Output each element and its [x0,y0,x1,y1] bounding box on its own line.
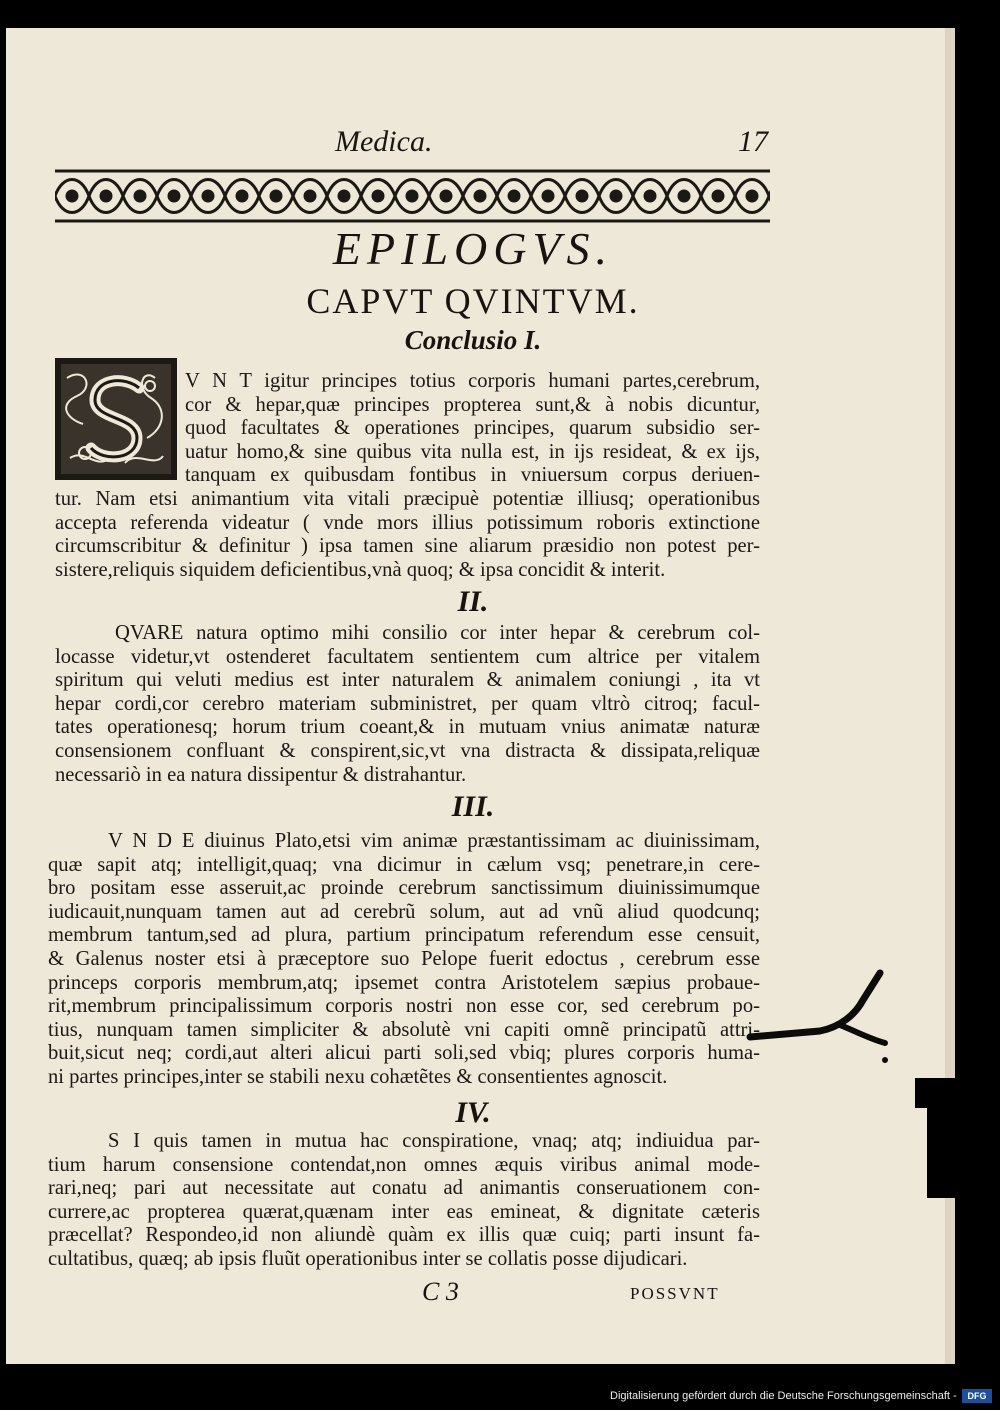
text-line: currere,ac propterea quærat,quænam inter eas emineat, & dignitate cæteris [48,1200,760,1223]
text-line: iudicauit,nunquam tamen aut ad cerebrũ solum, aut ad vnũ aliud quodcunq; [48,900,760,923]
paragraph-2 [55,622,760,787]
text-line: consensionem confluant & conspirent,sic,vt vna distracta & dissipata,reliquæ [55,739,760,762]
section-number: III. [451,790,495,823]
text-line: quæ sapit atq; intelligit,quaq; vna dicimur in cælum vsq; penetrare,in cere- [48,853,760,876]
section-number: II. [457,585,489,618]
text-line: rari,neq; pari aut necessitate aut conatu ad animantis conseruationem con- [48,1177,760,1200]
text-line: V N T igitur principes totius corporis humani partes,cerebrum, [185,370,760,392]
ornament-band-icon [55,168,770,224]
page-header [0,125,946,165]
text-line: accepta referenda videatur ( vnde mors illius potissimum roboris extinctione [55,511,760,534]
text-line: hepar cordi,cor cerebro materiam subministret, per quam vltrò citroq; facul- [55,692,760,715]
paragraph-4 [48,1130,760,1272]
text-line: bro positam esse asseruit,ac proinde cerebrum sanctissimum diuinissimumque [48,877,760,900]
chapter-subtitle: CAPVT QVINTVM. [306,281,640,321]
paragraph-1 [55,370,760,582]
text-line: V N D E diuinus Plato,etsi vim animæ præstantissimam ac diuinissimam, [108,830,760,852]
dfg-logo: DFG [962,1389,992,1403]
paragraph-3 [48,830,760,1090]
text-line: circumscribitur & definitur ) ipsa tamen sine aliarum præsidio non potest per- [55,535,760,558]
text-line: tur. Nam etsi animantium vita vitali præcipuè potentiæ illiusq; operationibus [55,487,760,510]
footer-credit: Digitalisierung gefördert durch die Deutsche Forschungsgemeinschaft - [610,1390,957,1402]
text-line: buit,sicut neq; cordi,aut alteri alicui parti soli,sed vbiq; plures corporis huma- [48,1042,760,1065]
text-line: sistere,reliquis siquidem deficientibus,vnà quoq; & ipsa concidit & interit. [55,558,666,581]
chapter-title: EPILOGVS. [332,223,614,274]
text-line: & Galenus noster etsi à præceptore suo Pelope fuerit edoctus , cerebrum esse [48,947,760,970]
text-line: QVARE natura optimo mihi consilio cor inter hepar & cerebrum col- [115,622,760,644]
text-line: tium harum consensione contendat,non omnes æquis viribus animal mode- [48,1153,760,1176]
black-paper-tab [915,1078,955,1198]
text-line: princeps corporis membrum,atq; ipsemet contra Aristotelem sæpius probaue- [48,971,760,994]
text-line: spiritum qui veluti medius est inter naturalem & animalem coniungi , ita vt [55,669,760,692]
text-line: cor & hepar,quæ principes propterea sunt,& à nobis dicuntur, [185,393,760,416]
text-line: S I quis tamen in mutua hac conspiratione, vnaq; atq; indiuidua par- [108,1130,760,1152]
text-line: tanquam ex quibusdam fontibus in vniuersum corpus deriuen- [185,464,760,487]
section-number: IV. [455,1096,491,1129]
text-line: rit,membrum principalissimum corporis nostri non esse cor, sed cerebrum po- [48,995,760,1018]
text-line: tius, nunquam tamen simpliciter & absolutè vni capiti omnẽ principatũ attri- [48,1018,760,1041]
text-line: ni partes principes,inter se stabili nexu cohætẽtes & consentientes agnoscit. [48,1065,668,1088]
text-line: quod facultates & operationes principes, quarum subsidio ser- [185,417,760,440]
text-line: præcellat? Respondeo,id non aliundè quàm ex illis quæ cuiq; parti insunt fa- [48,1224,760,1247]
ink-annotation-mark [745,965,895,1075]
text-line: cultatibus, quæq; ab ipsis fluũt operationibus inter se collatis posse dijudicari. [48,1247,688,1270]
text-line: tates operationesq; horum trium coeant,& in mutuam vnius animatæ naturæ [55,716,760,739]
running-head: Medica. [335,125,433,158]
signature-mark: C 3 [422,1277,459,1306]
text-line: membrum tantum,sed ad plura, partium principatum referendum esse censuit, [48,924,760,947]
catchword: POSSVNT [630,1284,720,1303]
text-line: locasse videtur,vt ostenderet facultatem sentientem cum altrice per vitalem [55,645,760,668]
text-line: necessariò in ea natura dissipentur & distrahantur. [55,763,467,786]
page-number: 17 [738,125,768,158]
conclusio-label: Conclusio I. [404,325,542,355]
text-line: uatur homo,& sine quibus vita nulla est, in ijs resideat, & ex ijs, [185,440,760,463]
